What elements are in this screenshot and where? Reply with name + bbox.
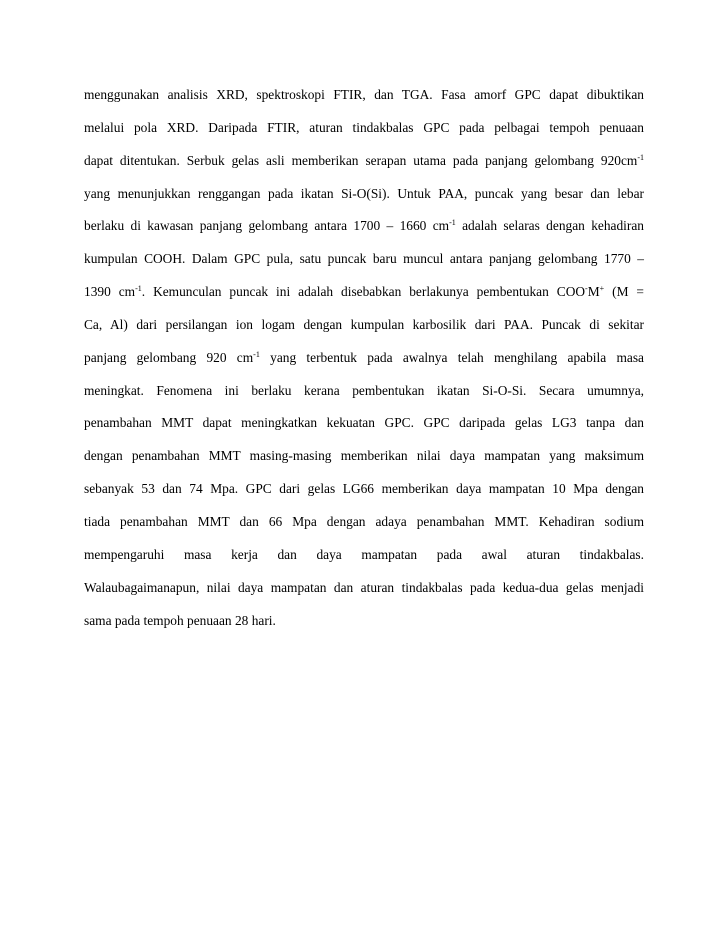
text-run: kumpulan COOH. Dalam GPC pula, satu puncak baru muncul antara panjang gelombang 1770 – — [84, 251, 644, 267]
text-line — [84, 507, 644, 540]
text-line — [84, 113, 644, 146]
text-line — [84, 244, 644, 277]
text-line — [84, 80, 644, 113]
text-run: penambahan MMT dapat meningkatkan kekuatan GPC. GPC daripada gelas LG3 tanpa dan — [84, 415, 644, 431]
text-line — [84, 343, 644, 376]
text-run: berlaku di kawasan panjang gelombang antara 1700 – 1660 cm — [84, 218, 450, 234]
superscript: -1 — [253, 349, 260, 359]
text-run: menggunakan analisis XRD, spektroskopi FTIR, dan TGA. Fasa amorf GPC dapat dibuktikan — [84, 87, 644, 102]
text-line — [84, 179, 644, 212]
text-line — [84, 408, 644, 441]
text-run: dapat ditentukan. Serbuk gelas asli memberikan serapan utama pada panjang gelombang 920cm — [84, 152, 638, 168]
text-line — [84, 277, 644, 310]
superscript: - — [585, 284, 588, 294]
superscript: -1 — [637, 152, 644, 162]
text-run: adalah selaras dengan kehadiran — [455, 218, 644, 234]
text-run: Walaubagaimanapun, nilai daya mampatan dan aturan tindakbalas pada kedua-dua gelas menjadi — [84, 579, 644, 595]
text-run: yang terbentuk pada awalnya telah menghilang apabila masa — [259, 349, 644, 365]
text-run: sama pada tempoh penuaan 28 hari. — [84, 612, 276, 628]
text-run: (M = — [604, 284, 644, 300]
text-run: yang menunjukkan renggangan pada ikatan Si-O(Si). Untuk PAA, puncak yang besar dan lebar — [84, 185, 644, 201]
text-line — [84, 540, 644, 573]
text-line — [84, 441, 644, 474]
text-run: Ca, Al) dari persilangan ion logam dengan kumpulan karbosilik dari PAA. Puncak di sekitar — [84, 316, 644, 332]
text-run: 1390 cm — [84, 284, 136, 300]
abstract-paragraph — [84, 80, 644, 638]
text-run: meningkat. Fenomena ini berlaku kerana pembentukan ikatan Si-O-Si. Secara umumnya, — [84, 382, 644, 398]
text-run: mempengaruhi masa kerja dan daya mampatan pada awal aturan tindakbalas. — [84, 546, 644, 562]
text-line — [84, 211, 644, 244]
text-line — [84, 474, 644, 507]
text-line — [84, 146, 644, 179]
superscript: -1 — [135, 284, 142, 294]
superscript: -1 — [449, 218, 456, 228]
text-run: M — [587, 284, 600, 300]
superscript: + — [599, 284, 605, 294]
text-line — [84, 310, 644, 343]
text-line — [84, 606, 644, 639]
text-line — [84, 376, 644, 409]
text-run: sebanyak 53 dan 74 Mpa. GPC dari gelas LG66 memberikan daya mampatan 10 Mpa dengan — [84, 481, 644, 497]
text-run: dengan penambahan MMT masing-masing memberikan nilai daya mampatan yang maksimum — [84, 448, 644, 464]
text-run: melalui pola XRD. Daripada FTIR, aturan tindakbalas GPC pada pelbagai tempoh penuaan — [84, 119, 644, 135]
text-run: . Kemunculan puncak ini adalah disebabkan berlakunya pembentukan COO — [141, 284, 586, 300]
text-line — [84, 573, 644, 606]
text-run: panjang gelombang 920 cm — [84, 349, 254, 365]
text-run: tiada penambahan MMT dan 66 Mpa dengan adaya penambahan MMT. Kehadiran sodium — [84, 513, 644, 529]
